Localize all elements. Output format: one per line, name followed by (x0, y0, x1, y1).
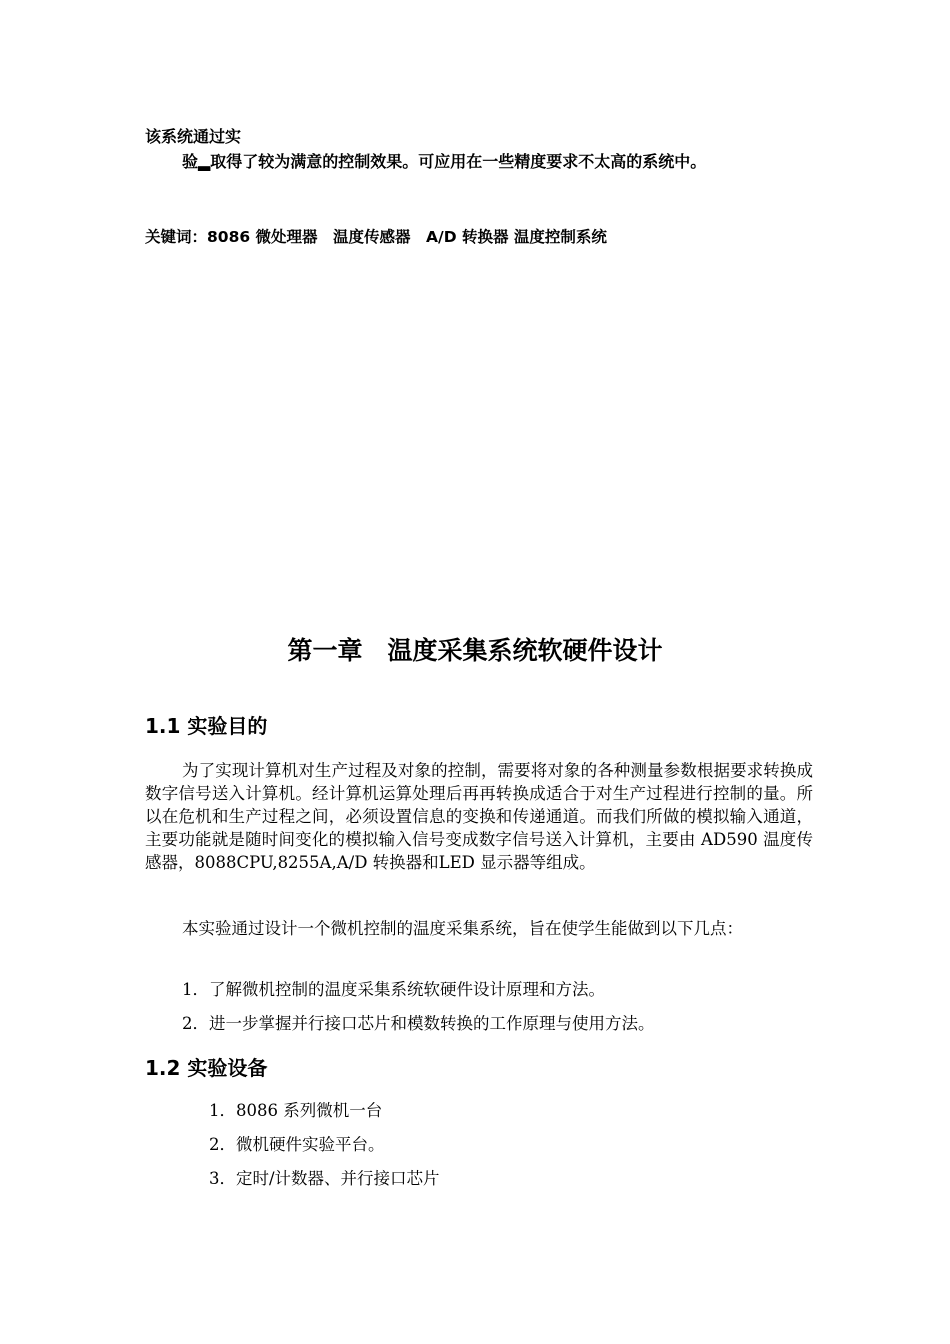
keywords: 关键词：8086 微处理器 温度传感器 A/D 转换器 温度控制系统 (145, 228, 607, 246)
equipment-item: 2．微机硬件实验平台。 (209, 1135, 385, 1154)
chapter-title: 第一章 温度采集系统软硬件设计 (287, 636, 663, 665)
section-title-equipment: 1.2 实验设备 (145, 1056, 268, 1080)
objective-item: 2．进一步掌握并行接口芯片和模数转换的工作原理与使用方法。 (182, 1014, 655, 1033)
abstract-line-1: 该系统通过实 (145, 127, 242, 146)
abstract-line-2: 验▂取得了较为满意的控制效果。可应用在一些精度要求不太高的系统中。 (182, 152, 707, 171)
objective-item: 1．了解微机控制的温度采集系统软硬件设计原理和方法。 (182, 980, 605, 999)
paragraph-objective-2: 本实验通过设计一个微机控制的温度采集系统，旨在使学生能做到以下几点： (182, 919, 743, 938)
paragraph-objective-1: 为了实现计算机对生产过程及对象的控制，需要将对象的各种测量参数根据要求转换成数字信号送入计算机。经计算机运算处理后再再转换成适合于对生产过程进行控制的量。所以在危机和生产过程之间，必须设置信息的变换和传递通道。而我们所做的模拟输入通道，主要功能就是随时间变化的模拟输入信号变成数字信号送入计算机，主要由 AD590 温度传感器，8088CPU,8255A,A/D 转换器和LED 显示器等组成。 (145, 761, 813, 872)
section-title-objective: 1.1 实验目的 (145, 714, 268, 738)
equipment-item: 1．8086 系列微机一台 (209, 1101, 383, 1120)
equipment-item: 3．定时/计数器、并行接口芯片 (209, 1169, 440, 1188)
